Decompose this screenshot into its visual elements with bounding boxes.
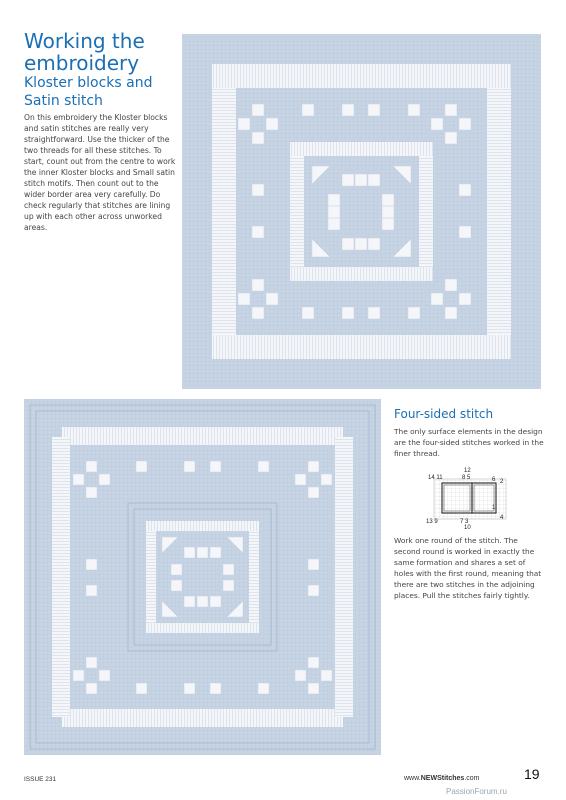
issue-label: ISSUE 231 — [24, 776, 57, 783]
website-link[interactable] — [404, 775, 479, 782]
diagram-label-4: 4 — [500, 515, 504, 521]
diagram-label-2: 2 — [500, 479, 504, 485]
site-prefix: www. — [404, 775, 421, 782]
embroidery-chart-inner — [182, 34, 541, 389]
site-stitches: Stitches — [437, 775, 465, 782]
four-sided-title: Four-sided stitch — [394, 407, 494, 421]
diagram-label-1: 1 — [492, 505, 496, 511]
section-subtitle: Kloster blocks and Satin stitch — [24, 75, 153, 109]
four-sided-intro: The only surface elements in the design are the four-sided stitches worked in the finer thread. — [394, 427, 544, 458]
diagram-label-6: 6 — [492, 477, 496, 483]
embroidery-chart-full — [24, 399, 381, 755]
diagram-label-14-11: 14 11 — [428, 475, 443, 481]
watermark: PassionForum.ru — [446, 787, 507, 796]
section-title: Working the embroidery — [24, 29, 145, 75]
section-body: On this embroidery the Kloster blocks and satin stitches are really very straightforward. Use the thicker of the two threads for all these stitches. To start, count out from the centre to work the inner Kloster blocks and Small satin stitch motifs. Then count out to the wider border area very carefully. Do check regularly that stitches are lining up with each other across unworked areas. — [24, 113, 176, 232]
site-suffix: .com — [464, 775, 480, 782]
four-sided-body: Work one round of the stitch. The second round is worked in exactly the same formation and shares a set of holes with the first round, meaning that there are two stitches in the adjoining places. Pull the stitches fairly tightly. — [394, 536, 542, 600]
diagram-label-7-3: 7 3 — [460, 519, 469, 525]
diagram-label-8-5: 8 5 — [462, 475, 471, 481]
diagram-label-13-9: 13 9 — [426, 519, 438, 525]
four-sided-stitch-diagram — [420, 465, 520, 529]
page-number: 19 — [524, 766, 540, 782]
diagram-label-10: 10 — [464, 525, 471, 529]
site-brand: NEW — [420, 775, 438, 782]
diagram-label-12: 12 — [464, 468, 471, 474]
